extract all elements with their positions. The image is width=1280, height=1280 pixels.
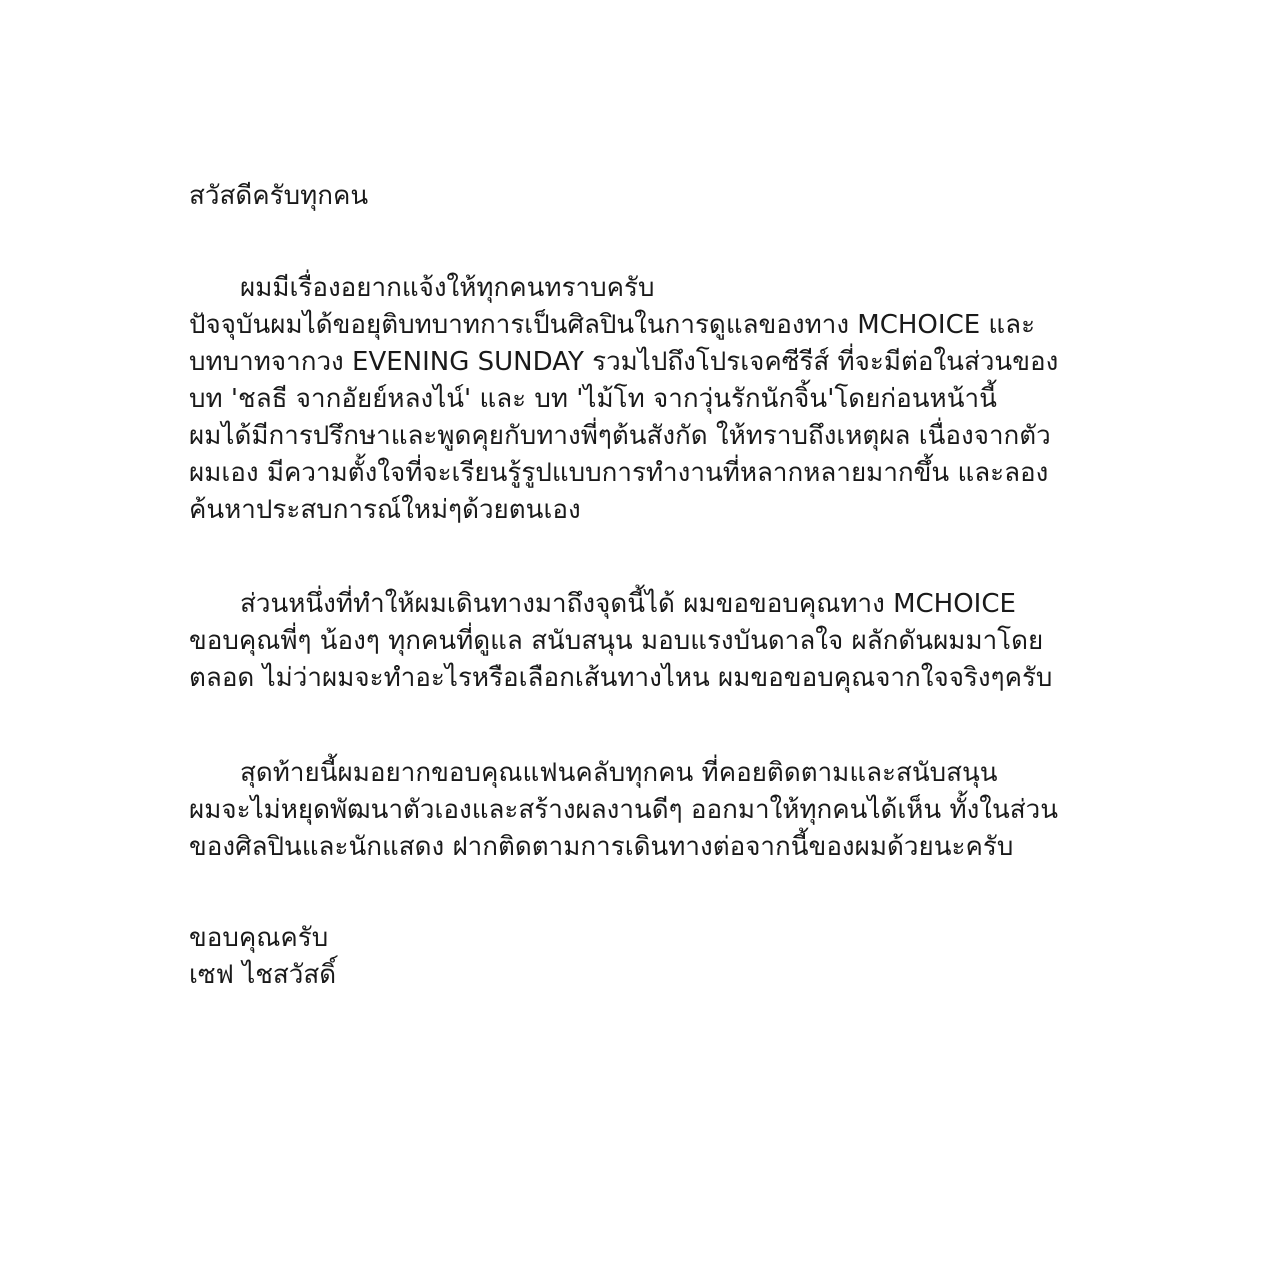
paragraph-2 — [189, 586, 1129, 697]
paragraph-1-line: ผมได้มีการปรึกษาและพูดคุยกับทางพี่ๆต้นสังกัด ให้ทราบถึงเหตุผล เนื่องจากตัว — [189, 421, 1051, 451]
greeting: สวัสดีครับทุกคน — [189, 181, 369, 211]
paragraph-1-line: ผมเอง มีความตั้งใจที่จะเรียนรู้รูปแบบการทำงานที่หลากหลายมากขึ้น และลอง — [189, 458, 1049, 488]
paragraph-spacer — [189, 529, 1129, 586]
paragraph-1-line: ปัจจุบันผมได้ขอยุติบทบาทการเป็นศิลปินในการดูแลของทาง MCHOICE และ — [189, 310, 1036, 340]
paragraph-spacer — [189, 215, 1129, 270]
closing: ขอบคุณครับ — [189, 923, 329, 953]
paragraph-3-line: ผมจะไม่หยุดพัฒนาตัวเองและสร้างผลงานดีๆ ออกมาให้ทุกคนได้เห็น ทั้งในส่วน — [189, 795, 1059, 825]
paragraph-1-line: บทบาทจากวง EVENING SUNDAY รวมไปถึงโปรเจคซีรีส์ ที่จะมีต่อในส่วนของ — [189, 347, 1059, 377]
paragraph-1-line: บท 'ชลธี จากอัยย์หลงไน์' และ บท 'ไม้โท จากวุ่นรักนักจิ้น'โดยก่อนหน้านี้ — [189, 384, 997, 414]
paragraph-2-line: ส่วนหนึ่งที่ทำให้ผมเดินทางมาถึงจุดนี้ได้ ผมขอขอบคุณทาง MCHOICE — [240, 589, 1016, 619]
signature: เซฟ ไชสวัสดิ์ — [189, 960, 337, 990]
paragraph-2-line: ขอบคุณพี่ๆ น้องๆ ทุกคนที่ดูแล สนับสนุน มอบแรงบันดาลใจ ผลักดันผมมาโดย — [189, 626, 1044, 656]
letter-body — [189, 178, 1129, 994]
paragraph-spacer — [189, 866, 1129, 920]
paragraph-3 — [189, 755, 1129, 866]
paragraph-1-line: ผมมีเรื่องอยากแจ้งให้ทุกคนทราบครับ — [240, 273, 655, 303]
paragraph-3-line: ของศิลปินและนักแสดง ฝากติดตามการเดินทางต่อจากนี้ของผมด้วยนะครับ — [189, 832, 1014, 862]
paragraph-1-line: ค้นหาประสบการณ์ใหม่ๆด้วยตนเอง — [189, 495, 581, 525]
paragraph-1 — [189, 270, 1129, 529]
paragraph-3-line: สุดท้ายนี้ผมอยากขอบคุณแฟนคลับทุกคน ที่คอยติดตามและสนับสนุน — [240, 758, 998, 788]
paragraph-2-line: ตลอด ไม่ว่าผมจะทำอะไรหรือเลือกเส้นทางไหน ผมขอขอบคุณจากใจจริงๆครับ — [189, 663, 1053, 693]
paragraph-spacer — [189, 697, 1129, 755]
